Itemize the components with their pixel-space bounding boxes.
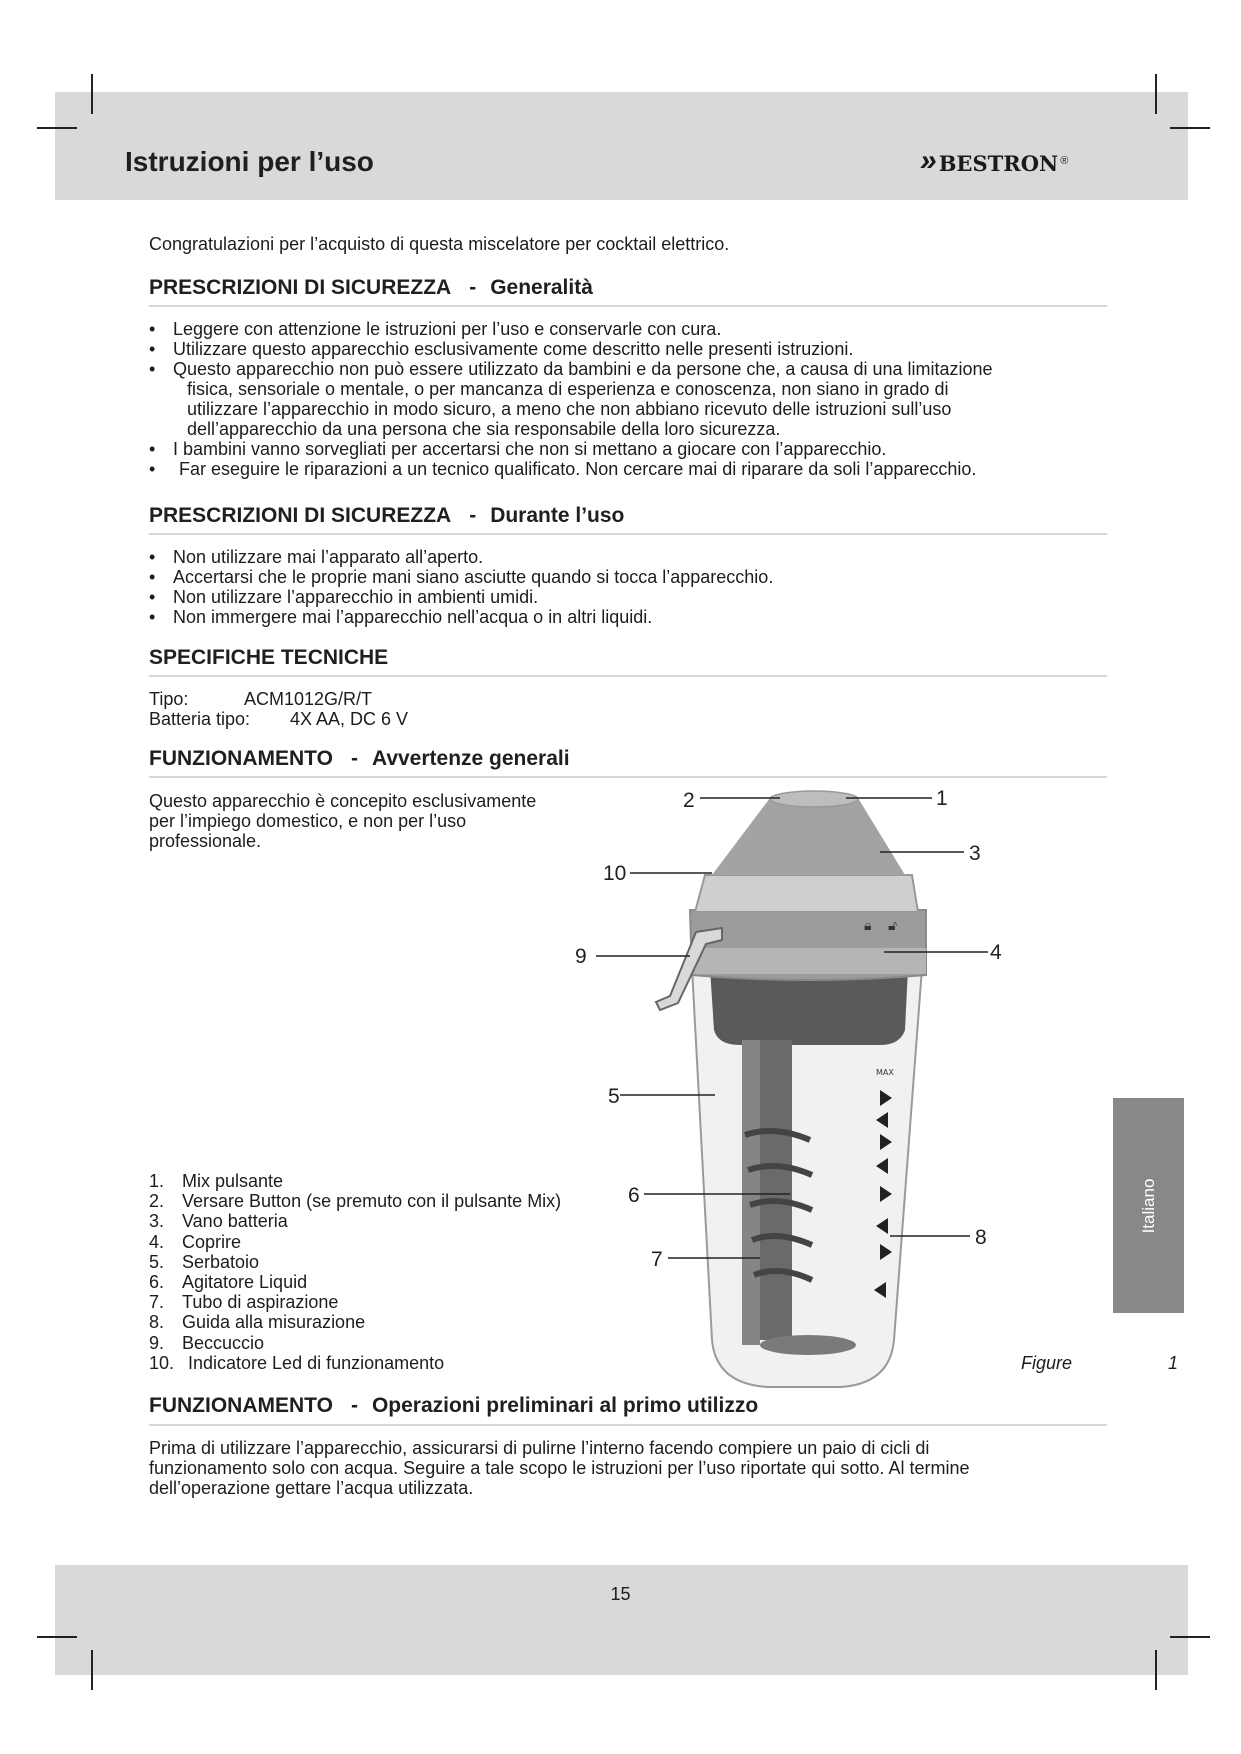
crop-mark: [1155, 1650, 1157, 1690]
cocktail-shaker-illustration: [560, 780, 1020, 1400]
spec-type-label: Tipo:: [149, 689, 189, 709]
battery-compartment-cone: [712, 798, 905, 875]
part-item: 2. Versare Button (se premuto con il pulsante Mix): [149, 1191, 562, 1212]
list-item: • Non utilizzare mai l’apparato all’aperto.: [149, 547, 773, 567]
callout-7: 7: [651, 1248, 663, 1271]
prelim-text-line: Prima di utilizzare l’apparecchio, assicurarsi di pulirne l’interno facendo compiere un paio di cicli di: [149, 1438, 930, 1458]
crop-mark: [37, 1636, 77, 1638]
part-item: 10. Indicatore Led di funzionamento: [149, 1352, 445, 1373]
language-tab: [1113, 1098, 1184, 1313]
crop-mark: [1155, 74, 1157, 114]
spec-battery-label: Batteria tipo:: [149, 709, 251, 729]
list-item: • Leggere con attenzione le istruzioni per l’uso e conservarle con cura.: [149, 319, 993, 339]
callout-8: 8: [975, 1226, 987, 1249]
registered-mark: ®: [1060, 155, 1069, 167]
intro-text: Congratulazioni per l’acquisto di questa miscelatore per cocktail elettrico.: [149, 234, 730, 254]
figure-label: Figure: [1021, 1353, 1073, 1373]
callout-3: 3: [969, 842, 981, 865]
section-rule: [149, 1424, 1107, 1426]
agitator-stem: [758, 1040, 792, 1340]
unlock-icon: 🔓︎: [888, 918, 898, 934]
section-heading-prelim: FUNZIONAMENTO - Operazioni preliminari al primo utilizzo: [149, 1394, 759, 1417]
part-item: 8. Guida alla misurazione: [149, 1312, 366, 1333]
max-label: MAX: [876, 1068, 894, 1077]
crop-mark: [91, 74, 93, 114]
operation-text-line: professionale.: [149, 831, 262, 851]
part-item: 1. Mix pulsante: [149, 1171, 284, 1191]
spec-battery-value: 4X AA, DC 6 V: [290, 709, 409, 729]
safety-use-list: [149, 547, 773, 627]
crop-mark: [37, 127, 77, 129]
brand-logo: [920, 136, 1068, 186]
logo-chevron-icon: »: [920, 144, 933, 177]
language-tab-label: Italiano: [1138, 1178, 1158, 1233]
list-item: • Non immergere mai l’apparecchio nell’acqua o in altri liquidi.: [149, 607, 773, 627]
part-item: 6. Agitatore Liquid: [149, 1272, 308, 1293]
page-title: Istruzioni per l’uso: [125, 146, 374, 177]
callout-5: 5: [608, 1085, 620, 1108]
section-heading-general: PRESCRIZIONI DI SICUREZZA - Generalità: [149, 276, 593, 299]
operation-text-line: per l’impiego domestico, e non per l’uso: [149, 811, 467, 831]
part-item: 3. Vano batteria: [149, 1211, 288, 1232]
suction-tube: [742, 1040, 760, 1345]
logo-wordmark: bestron: [938, 143, 1059, 179]
section-rule: [149, 533, 1107, 535]
section-rule: [149, 776, 1107, 778]
crop-mark: [1170, 1636, 1210, 1638]
safety-general-list: [149, 319, 993, 479]
crop-mark: [1170, 127, 1210, 129]
callout-6: 6: [628, 1184, 640, 1207]
list-item: • Accertarsi che le proprie mani siano asciutte quando si tocca l’apparecchio.: [149, 567, 773, 587]
figure-number: 1: [1168, 1353, 1179, 1373]
list-item-continued: utilizzare l’apparecchio in modo sicuro, a meno che non abbiano ricevuto delle istruzioni sull’uso: [187, 399, 952, 419]
list-item: • Far eseguire le riparazioni a un tecnico qualificato. Non cercare mai di riparare da soli l’apparecchio.: [149, 459, 993, 479]
parts-list: [149, 1171, 561, 1373]
agitator-base: [760, 1335, 856, 1355]
operation-text-line: Questo apparecchio è concepito esclusivamente: [149, 791, 537, 811]
footer-band: [55, 1565, 1188, 1675]
lid-shape: [695, 875, 918, 912]
section-heading-operation: FUNZIONAMENTO - Avvertenze generali: [149, 747, 570, 770]
list-item: • Utilizzare questo apparecchio esclusivamente come descritto nelle presenti istruzioni.: [149, 339, 993, 359]
prelim-text-line: dell’operazione gettare l’acqua utilizzata.: [149, 1478, 474, 1498]
callout-9: 9: [575, 945, 587, 968]
prelim-text-line: funzionamento solo con acqua. Seguire a tale scopo le istruzioni per l’uso riportate qui sotto. Al termine: [149, 1458, 970, 1478]
callout-4: 4: [990, 941, 1002, 964]
part-item: 9. Beccuccio: [149, 1332, 265, 1353]
section-rule: [149, 305, 1107, 307]
list-item: • Non utilizzare l’apparecchio in ambienti umidi.: [149, 587, 773, 607]
lock-icon: 🔒︎: [864, 918, 872, 934]
list-item: • Questo apparecchio non può essere utilizzato da bambini e da persone che, a causa di una limitazione: [149, 359, 993, 379]
top-cap: [770, 791, 858, 807]
page-number: 15: [610, 1584, 631, 1604]
part-item: 4. Coprire: [149, 1231, 242, 1252]
list-item: • I bambini vanno sorvegliati per accertarsi che non si mettano a giocare con l’apparecchio.: [149, 439, 993, 459]
section-heading-use: PRESCRIZIONI DI SICUREZZA - Durante l’uso: [149, 504, 625, 527]
crop-mark: [91, 1650, 93, 1690]
part-item: 7. Tubo di aspirazione: [149, 1292, 339, 1313]
spec-type-value: ACM1012G/R/T: [244, 689, 373, 709]
list-item-continued: fisica, sensoriale o mentale, o per mancanza di esperienza e conoscenza, non siano in grado di: [187, 379, 949, 399]
section-rule: [149, 675, 1107, 677]
callout-2: 2: [683, 789, 695, 812]
list-item-continued: dell’apparecchio da una persona che sia responsabile della loro sicurezza.: [187, 419, 781, 439]
callout-1: 1: [936, 787, 948, 810]
callout-10: 10: [603, 862, 627, 885]
section-heading-specs: SPECIFICHE TECNICHE: [149, 646, 389, 669]
part-item: 5. Serbatoio: [149, 1251, 260, 1272]
